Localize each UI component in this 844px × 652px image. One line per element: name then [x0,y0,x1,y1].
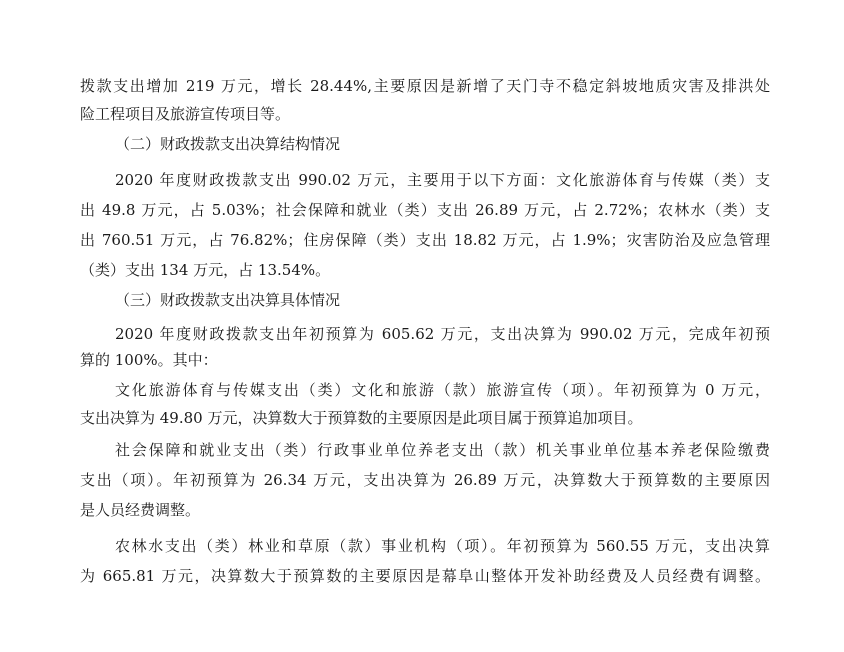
text-line: 支出决算为 49.80 万元，决算数大于预算数的主要原因是此项目属于预算追加项目。 [80,409,643,427]
text-line: 2020 年度财政拨款支出 990.02 万元，主要用于以下方面：文化旅游体育与传媒（类）支 [115,171,770,189]
text-line: 社会保障和就业支出（类）行政事业单位养老支出（款）机关事业单位基本养老保险缴费 [115,441,770,459]
section-heading: （三）财政拨款支出决算具体情况 [115,291,341,309]
text-line: 支出（项）。年初预算为 26.34 万元，支出决算为 26.89 万元，决算数大于预算数的主要原因 [80,471,770,489]
text-line: 农林水支出（类）林业和草原（款）事业机构（项）。年初预算为 560.55 万元，支出决算 [115,537,770,555]
text-line: 拨款支出增加 219 万元，增长 28.44%,主要原因是新增了天门寺不稳定斜坡地质灾害及排洪处 [80,77,770,95]
text-line: 出 760.51 万元，占 76.82%；住房保障（类）支出 18.82 万元，占 1.9%；灾害防治及应急管理 [80,231,770,249]
text-line: 险工程项目及旅游宣传项目等。 [80,105,291,123]
text-line: 2020 年度财政拨款支出年初预算为 605.62 万元，支出决算为 990.02 万元，完成年初预 [115,325,770,343]
text-line: （类）支出 134 万元，占 13.54%。 [80,261,331,279]
text-line: 为 665.81 万元，决算数大于预算数的主要原因是幕阜山整体开发补助经费及人员经费有调整。 [80,567,770,585]
text-line: 出 49.8 万元，占 5.03%；社会保障和就业（类）支出 26.89 万元，占 2.72%；农林水（类）支 [80,201,770,219]
text-line: 算的 100%。其中： [80,351,218,369]
section-heading: （二）财政拨款支出决算结构情况 [115,135,341,153]
text-line: 文化旅游体育与传媒支出（类）文化和旅游（款）旅游宣传（项）。年初预算为 0 万元， [115,381,770,399]
text-line: 是人员经费调整。 [80,501,201,519]
